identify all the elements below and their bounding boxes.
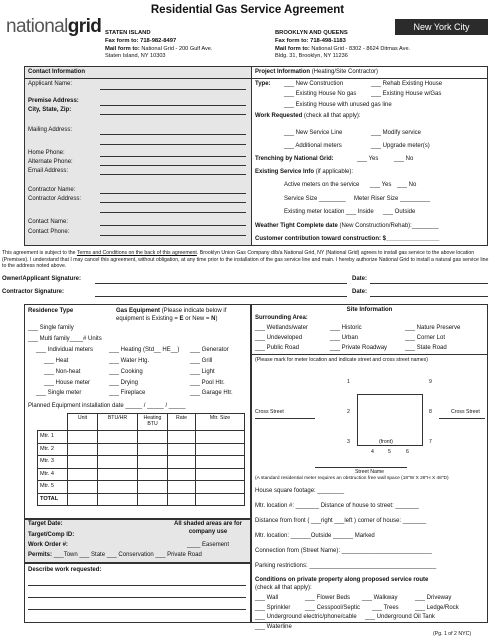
trees-option[interactable]: ___ Trees: [372, 605, 399, 611]
easement-option[interactable]: ____ Easement: [187, 542, 230, 548]
drying-option[interactable]: ___ Drying: [109, 380, 139, 386]
additional-meters-option[interactable]: ___ Additional meters: [284, 143, 342, 149]
existing-unused-option[interactable]: ___ Existing House with unused gas line: [284, 102, 392, 108]
position-4: 4: [371, 449, 374, 455]
position-7: 7: [429, 439, 432, 445]
contact-name-field[interactable]: [100, 225, 246, 226]
active-meters-label: Active meters on the service: [284, 182, 360, 188]
water-htg-option[interactable]: ___ Water Htg.: [109, 358, 150, 364]
rehab-existing-option[interactable]: ___ Rehab Existing House: [371, 81, 443, 87]
cell[interactable]: [196, 456, 245, 469]
cell[interactable]: [68, 431, 98, 444]
region-badge: New York City: [395, 19, 488, 35]
oil-tank-option[interactable]: ___ Underground Oil Tank: [365, 614, 435, 620]
header-btu: BTU/HR: [98, 414, 138, 431]
meter-location-field[interactable]: Mtr. location #: _______ Distance of house to street: _______: [255, 503, 419, 509]
header-mtr-size: Mtr. Size: [196, 414, 245, 431]
cell[interactable]: [196, 481, 245, 494]
contractor-address-field-2[interactable]: [100, 212, 246, 213]
cell[interactable]: [168, 431, 196, 444]
cell[interactable]: [196, 493, 245, 506]
connection-field[interactable]: Connection from (Street Name): ___________________________: [255, 548, 432, 554]
trenching-no-option[interactable]: ___ No: [394, 156, 414, 162]
agreement-text: This agreement is subject to the Terms and Conditions on the back of this agreement. Brooklyn Union Gas Company d/b/a National Grid, NY (National Grid) agrees to install gas service to the above location (Premises). I understand that I may cancel this agreement, without obligation, at any time prior to the installation of the gas service line and main. I hereby authorize National Grid to install a natural gas service line to the address noted above.: [2, 250, 489, 269]
meter-requirement-note: (A standard residential meter requires an obstruction free wall space (18"W X 28"H X 48"D): [255, 476, 449, 481]
cell[interactable]: [98, 443, 138, 456]
cell[interactable]: [168, 481, 196, 494]
heat-option[interactable]: ___ Heat: [44, 358, 69, 364]
applicant-field[interactable]: [100, 89, 246, 90]
flower-beds-option[interactable]: ___ Flower Beds: [305, 595, 351, 601]
target-date-label: Target Date:: [28, 521, 63, 527]
single-meter-option[interactable]: ___ Single meter: [36, 390, 82, 396]
city-field[interactable]: [100, 114, 246, 115]
historic-option[interactable]: ___ Historic: [330, 325, 362, 331]
house-meter-option[interactable]: ___ House meter: [44, 380, 91, 386]
page-number: (Pg. 1 of 2 NYC): [433, 631, 472, 637]
contact-phone-label: Contact Phone:: [28, 229, 70, 235]
cell[interactable]: [138, 456, 168, 469]
mtr-location-field[interactable]: Mtr. location: ______Outside ______ Marked: [255, 533, 375, 539]
generator-option[interactable]: ___ Generator: [190, 347, 229, 353]
cell[interactable]: [98, 468, 138, 481]
permits-row[interactable]: Permits: ___Town ___ State ___ Conservation ___ Private Road: [28, 552, 202, 558]
cell[interactable]: [168, 493, 196, 506]
state-road-option[interactable]: ___ State Road: [405, 345, 447, 351]
position-5: 5: [388, 449, 391, 455]
contact-phone-field[interactable]: [100, 235, 246, 236]
upgrade-meters-option[interactable]: ___ Upgrade meter(s): [371, 143, 430, 149]
mark-note: (Please mark for meter location and indicate street and cross street names): [255, 357, 428, 363]
nature-preserve-option[interactable]: ___ Nature Preserve: [405, 325, 461, 331]
email-field[interactable]: [100, 174, 246, 175]
light-option[interactable]: ___ Light: [190, 369, 215, 375]
describe-line-3[interactable]: [28, 609, 246, 610]
contractor-address-field[interactable]: [100, 202, 246, 203]
cooking-option[interactable]: ___ Cooking: [109, 369, 143, 375]
cesspool-option[interactable]: ___ Cesspool/Septic: [305, 605, 361, 611]
active-meters-no[interactable]: ___ No: [397, 182, 417, 188]
position-1: 1: [347, 379, 350, 385]
contractor-address-label: Contractor Address:: [28, 196, 82, 202]
meter-location-inside[interactable]: Existing meter location ___ Inside: [284, 209, 374, 215]
trenching-label: Trenching by National Grid:: [255, 156, 334, 162]
work-requested-heading: Work Requested (check all that apply):: [255, 113, 361, 119]
cross-street-right: Cross Street: [451, 409, 480, 415]
grill-option[interactable]: ___ Grill: [190, 358, 213, 364]
new-service-line-option[interactable]: ___ New Service Line: [284, 130, 343, 136]
row-label: Mtr. 2: [38, 443, 68, 456]
contractor-signature-field[interactable]: [95, 296, 347, 297]
position-6: 6: [406, 449, 409, 455]
premise-field[interactable]: [100, 105, 246, 106]
cell[interactable]: [68, 493, 98, 506]
site-heading: Site Information: [346, 307, 393, 313]
total-label: TOTAL: [38, 493, 68, 506]
sprinkler-option[interactable]: ___ Sprinkler: [255, 605, 291, 611]
city-label: City, State, Zip:: [28, 107, 72, 113]
header-blank: [38, 414, 68, 431]
footage-field[interactable]: House square footage: ________: [255, 488, 345, 494]
gas-equipment-heading: Gas Equipment (Please indicate below if equipment is Existing = E or New = N): [116, 308, 227, 322]
home-phone-field[interactable]: [100, 156, 246, 157]
underground-electric-option[interactable]: ___ Underground electric/phone/cable: [255, 614, 357, 620]
contractor-date-label: Date:: [352, 289, 368, 295]
header-heating-btu: Heating BTU: [138, 414, 168, 431]
header-unit: Unit: [68, 414, 98, 431]
check-all-note: (check all that apply):: [255, 585, 312, 591]
new-construction-option[interactable]: ___ New Construction: [284, 81, 344, 87]
residence-heading: Residence Type: [28, 308, 74, 314]
cell[interactable]: [168, 468, 196, 481]
cell[interactable]: [68, 481, 98, 494]
cell[interactable]: [138, 493, 168, 506]
row-label: Mtr. 1: [38, 431, 68, 444]
describe-heading: Describe work requested:: [28, 567, 102, 573]
fireplace-option[interactable]: ___ Fireplace: [109, 390, 146, 396]
customer-contribution-field[interactable]: Customer contribution toward construction: $________________: [255, 236, 440, 242]
staten-island-address: STATEN ISLAND Fax form to: 718-982-8497 Mail form to: National Grid - 200 Gulf Ave. Staten Island, NY 10303: [105, 30, 213, 60]
home-phone-label: Home Phone:: [28, 150, 65, 156]
garage-htr-option[interactable]: ___ Garage Htr.: [190, 390, 233, 396]
modify-service-option[interactable]: ___ Modify service: [371, 130, 422, 136]
trenching-yes-option[interactable]: ___ Yes: [357, 156, 379, 162]
cell[interactable]: [168, 456, 196, 469]
alt-phone-label: Alternate Phone:: [28, 159, 73, 165]
conditions-heading: Conditions on private property along proposed service route: [255, 577, 429, 583]
cell[interactable]: [98, 493, 138, 506]
row-label: Mtr. 3: [38, 456, 68, 469]
existing-service-heading: Existing Service Info (if applicable):: [255, 169, 354, 175]
surrounding-label: Surrounding Area:: [255, 315, 308, 321]
non-heat-option[interactable]: ___ Non-heat: [44, 369, 81, 375]
driveway-option[interactable]: ___ Driveway: [415, 595, 452, 601]
contractor-name-label: Contractor Name:: [28, 187, 76, 193]
header-rate: Rate: [168, 414, 196, 431]
row-label: Mtr. 5: [38, 481, 68, 494]
cell[interactable]: [196, 468, 245, 481]
table-row: [38, 456, 245, 469]
cell[interactable]: [138, 468, 168, 481]
contact-name-label: Contact Name:: [28, 219, 69, 225]
cross-street-left: Cross Street: [255, 409, 284, 415]
front-label: (front): [379, 439, 393, 445]
work-order-label: Work Order #:: [28, 542, 68, 548]
contact-heading: Contact Information: [28, 69, 85, 75]
cell[interactable]: [138, 481, 168, 494]
cell[interactable]: [196, 443, 245, 456]
owner-signature-field[interactable]: [95, 283, 347, 284]
owner-date-field[interactable]: [370, 283, 488, 284]
table-row: [38, 481, 245, 494]
cell[interactable]: [98, 431, 138, 444]
mailing-field-2[interactable]: [100, 144, 246, 145]
cell[interactable]: [138, 443, 168, 456]
email-label: Email Address:: [28, 168, 69, 174]
urban-option[interactable]: ___ Urban: [330, 335, 359, 341]
shaded-note: All shaded areas are for company use: [173, 521, 243, 535]
describe-line-2[interactable]: [28, 597, 246, 598]
mailing-label: Mailing Address:: [28, 127, 73, 133]
public-road-option[interactable]: ___ Public Road: [255, 345, 300, 351]
single-family-option[interactable]: ___ Single family: [28, 325, 74, 331]
mailing-field[interactable]: [100, 134, 246, 135]
cell[interactable]: [68, 443, 98, 456]
existing-no-gas-option[interactable]: ___ Existing House No gas: [284, 91, 357, 97]
wall-option[interactable]: ___ Wall: [255, 595, 279, 601]
ledge-rock-option[interactable]: ___ Ledge/Rock: [415, 605, 459, 611]
premise-label: Premise Address:: [28, 98, 79, 104]
private-roadway-option[interactable]: ___ Private Roadway: [330, 345, 388, 351]
multi-family-option[interactable]: ___ Multi family____# Units: [28, 336, 102, 342]
pool-htr-option[interactable]: ___ Pool Htr.: [190, 380, 225, 386]
table-row: [38, 468, 245, 481]
parking-field[interactable]: Parking restrictions: ______________________________________: [255, 563, 437, 569]
contractor-name-field[interactable]: [100, 193, 246, 194]
weather-tight-field[interactable]: Weather Tight Complete date (New Construction/Rehab):________: [255, 223, 439, 229]
row-label: Mtr. 4: [38, 468, 68, 481]
install-date-field[interactable]: Planned Equipment installation date _____ / _____ / _____: [28, 403, 186, 409]
table-row: [38, 431, 245, 444]
site-diagram[interactable]: [251, 367, 488, 457]
waterline-option[interactable]: ___ Waterline: [255, 624, 292, 630]
meter-riser-field[interactable]: Meter Riser Size _________: [354, 196, 431, 202]
heating-option[interactable]: ___ Heating (Std__ HE__): [109, 347, 180, 353]
meter-location-outside[interactable]: ___ Outside: [383, 209, 416, 215]
national-grid-logo: nationalgrid: [6, 16, 102, 37]
undeveloped-option[interactable]: ___ Undeveloped: [255, 335, 303, 341]
form-title: Residential Gas Service Agreement: [150, 4, 345, 16]
walkway-option[interactable]: ___ Walkway: [362, 595, 398, 601]
active-meters-yes[interactable]: ___ Yes: [370, 182, 392, 188]
individual-meters-option[interactable]: ___ Individual meters: [36, 347, 94, 353]
position-8: 8: [429, 409, 432, 415]
service-size-field[interactable]: Service Size ________: [284, 196, 346, 202]
contractor-date-field[interactable]: [370, 296, 488, 297]
corner-lot-option[interactable]: ___ Corner Lot: [405, 335, 446, 341]
table-row: [38, 443, 245, 456]
target-comp-label: Target/Comp ID:: [28, 532, 75, 538]
cell[interactable]: [138, 431, 168, 444]
cell[interactable]: [68, 468, 98, 481]
cell[interactable]: [98, 456, 138, 469]
position-3: 3: [347, 439, 350, 445]
distance-front-field[interactable]: Distance from front ( ___right ___left ) corner of house: _______: [255, 518, 427, 524]
contractor-signature-label: Contractor Signature:: [2, 289, 65, 295]
meter-table-header: [38, 414, 245, 431]
describe-line-1[interactable]: [28, 585, 246, 586]
cell[interactable]: [168, 443, 196, 456]
position-2: 2: [347, 409, 350, 415]
cell[interactable]: [196, 431, 245, 444]
street-name-label: Street Name: [354, 469, 385, 475]
cell[interactable]: [98, 481, 138, 494]
applicant-label: Applicant Name:: [28, 81, 73, 87]
terms-link[interactable]: Terms and Conditions on the back of this agreement: [76, 250, 197, 256]
street-name-line[interactable]: [315, 467, 407, 468]
alt-phone-field[interactable]: [100, 165, 246, 166]
table-total-row: [38, 493, 245, 506]
meter-table: [37, 413, 245, 506]
existing-w-gas-option[interactable]: ___ Existing House w/Gas: [371, 91, 442, 97]
position-9: 9: [429, 379, 432, 385]
type-label: Type:: [255, 81, 271, 87]
project-heading: Project Information (Heating/Site Contractor): [255, 69, 379, 75]
owner-signature-label: Owner/Applicant Signature:: [2, 276, 82, 282]
cell[interactable]: [68, 456, 98, 469]
brooklyn-queens-address: BROOKLYN AND QUEENS Fax form to: 718-498-1183 Mail form to: National Grid - 8302 - 8624 Ditmas Ave. Bldg. 31, Brooklyn, NY 11236: [275, 30, 411, 60]
owner-date-label: Date:: [352, 276, 368, 282]
wetlands-option[interactable]: ___ Wetlands/water: [255, 325, 308, 331]
